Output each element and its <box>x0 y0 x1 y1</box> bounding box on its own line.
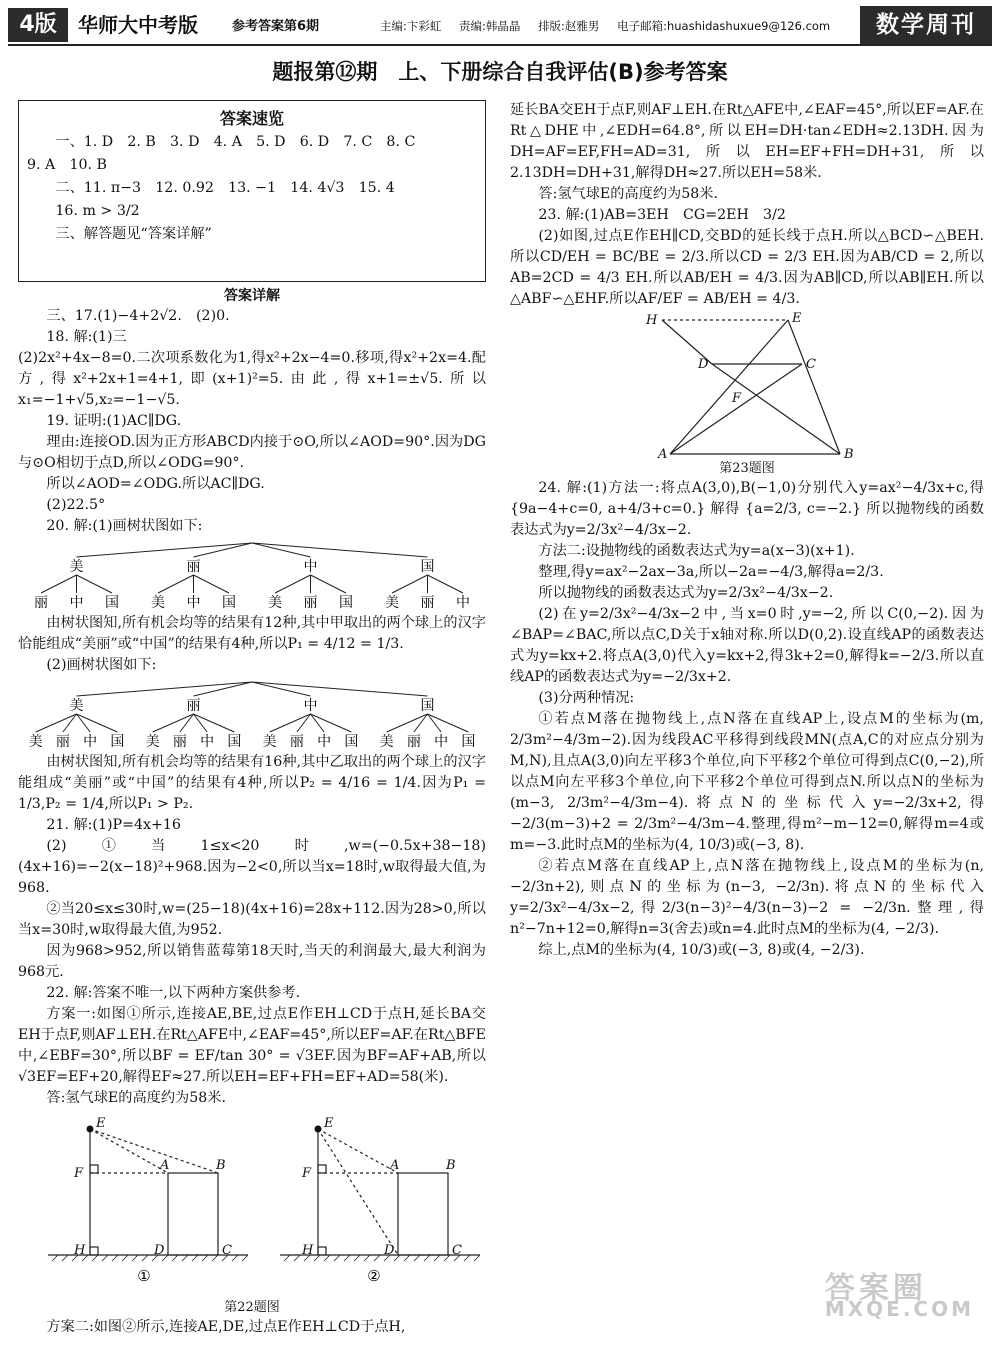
detail-title: 答案详解 <box>224 288 280 304</box>
answer-paragraph: 方案二:如图②所示,连接AE,DE,过点E作EH⊥CD于点H, <box>46 1319 406 1335</box>
answer-paragraph: 23. 解:(1)AB=3EH CG=2EH 3/2 <box>538 207 786 223</box>
tree-branch <box>153 714 194 732</box>
answer-paragraph: ②若点M落在直线AP上,点N落在抛物线上,设点M的坐标为(n, −2/3n+2),则点N的坐标为(n−3, −2/3n).将点N的坐标代入y=2/3x²−4/3x−2,得2/3(n−3)²−4/3(n−3)−2 = −2/3n.整理,得n²−7n+12=0,解得n=3(舍去)或n=4.此时点M的坐标为(4, −2/3). <box>510 858 984 937</box>
tree-leaf: 丽 <box>406 734 421 750</box>
right-column <box>510 100 984 961</box>
answer-paragraph: 答:氢气球E的高度约为58米. <box>46 1090 226 1106</box>
fig-label: F <box>74 1166 84 1181</box>
tree-leaf: 美 <box>385 595 400 611</box>
answer-paragraph: 整理,得y=ax²−2ax−3a,所以−2a=−4/3,解得a=2/3. <box>538 564 884 580</box>
figure-23 <box>510 310 984 460</box>
tree-node: 中 <box>303 698 318 714</box>
fig-label: H <box>646 313 658 328</box>
tree-leaf: 丽 <box>289 734 304 750</box>
answer-paragraph: (3)分两种情况: <box>538 690 635 706</box>
answer-paragraph: 由树状图知,所有机会均等的结果有16种,其中乙取出的两个球上的汉字能组成“美丽”或“中国”的结果有4种,所以P₂ = 4/16 = 1/4.因为P₁ = 1/3,P₂ = 1/4,所以P₁ > P₂. <box>18 754 486 812</box>
tree-diagram-2 <box>18 676 486 752</box>
answer-paragraph: 答:氢气球E的高度约为58米. <box>538 186 718 202</box>
balloon-point <box>315 1126 322 1133</box>
tree-leaf: 国 <box>227 734 242 750</box>
answer-paragraph: 22. 解:答案不唯一,以下两种方案供参考. <box>46 985 301 1001</box>
magazine-name: 数学周刊 <box>860 6 992 44</box>
answer-paragraph: 所以抛物线的函数表达式为y=2/3x²−4/3x−2. <box>538 585 834 601</box>
answer-paragraph: 方法二:设抛物线的函数表达式为y=a(x−3)(x+1). <box>538 543 855 559</box>
balloon-point <box>87 1126 94 1133</box>
summary-line: 二、11. π−3 12. 0.92 13. −1 14. 4√3 15. 4 <box>55 180 395 196</box>
brand-name: 华师大中考版 <box>78 13 198 37</box>
editor-credit: 主编:卞彩虹 <box>380 19 442 33</box>
fig-label: C <box>452 1243 462 1258</box>
fig-label: A <box>658 447 668 460</box>
answer-paragraph: 延长BA交EH于点F,则AF⊥EH.在Rt△AFE中,∠EAF=45°,所以EF=AF.在Rt△DHE中,∠EDH=64.8°,所以EH=DH·tan∠EDH≈2.13DH.因为DH=AF=EF,FH=AD=31,所以EH=EF+FH=DH+31,所以2.13DH=DH+31,解得DH≈27.所以EH=58米. <box>510 102 984 181</box>
tree-node: 美 <box>69 698 84 714</box>
watermark <box>824 1271 974 1321</box>
tree-leaf: 国 <box>110 734 125 750</box>
tree-leaf: 中 <box>455 595 470 611</box>
tree-branch <box>428 714 469 732</box>
answer-paragraph: (2)画树状图如下: <box>46 657 157 673</box>
tree-leaf: 国 <box>461 734 476 750</box>
tree-branch <box>392 575 427 593</box>
answer-paragraph: (2)22.5° <box>46 497 106 513</box>
tree-leaf: 美 <box>268 595 283 611</box>
tree-leaf: 中 <box>69 595 84 611</box>
tree-branch <box>252 543 428 557</box>
answer-paragraph: (2)①当1≤x<20时,w=(−0.5x+38−18)(4x+16)=−2(x−18)²+968.因为−2<0,所以当x=18时,w取得最大值,为968. <box>18 838 486 896</box>
tree-diagram-1 <box>18 537 486 613</box>
tree-leaf: 美 <box>151 595 166 611</box>
fig-label: D <box>698 357 709 372</box>
fig-label: E <box>96 1116 106 1131</box>
fig-label: D <box>154 1243 165 1258</box>
tree-leaf: 中 <box>186 595 201 611</box>
subfigure-label: ① <box>137 1267 151 1285</box>
tree-node: 丽 <box>186 698 201 714</box>
issue-label: 参考答案第6期 <box>232 19 320 34</box>
fig-label: H <box>302 1243 314 1258</box>
tree-branch <box>428 575 463 593</box>
answer-paragraph: 18. 解:(1)三 <box>46 329 127 345</box>
figure-caption: 第23题图 <box>719 461 775 476</box>
tree-branch <box>387 714 428 732</box>
tree-branch <box>194 575 229 593</box>
staff-credits <box>380 16 844 37</box>
fig-label: H <box>74 1243 86 1258</box>
tree-branch <box>275 575 310 593</box>
figure-22 <box>18 1109 486 1299</box>
fig-label: A <box>160 1158 170 1173</box>
answer-paragraph: 21. 解:(1)P=4x+16 <box>46 817 181 833</box>
tree-node: 中 <box>303 559 318 575</box>
page-title: 题报第⑫期 上、下册综合自我评估(B)参考答案 <box>272 60 728 84</box>
tree-leaf: 中 <box>83 734 98 750</box>
fig-label: A <box>390 1158 400 1173</box>
edition-badge: 4版 <box>8 8 68 42</box>
summary-line: 三、解答题见“答案详解” <box>55 226 212 242</box>
tree-leaf: 中 <box>200 734 215 750</box>
email-credit: 电子邮箱:huashidashuxue9@126.com <box>617 19 831 33</box>
answer-paragraph: 三、17.(1)−4+2√2. (2)0. <box>46 308 230 324</box>
fig-label: E <box>324 1116 334 1131</box>
summary-line: 16. m > 3/2 <box>55 203 140 219</box>
tree-branch <box>77 714 118 732</box>
tree-branch <box>36 714 77 732</box>
fig-label: B <box>844 447 854 460</box>
tree-branch <box>311 714 352 732</box>
answer-paragraph: (2)2x²+4x−8=0.二次项系数化为1,得x²+2x−4=0.移项,得x²+2x=4.配方,得x²+2x+1=4+1,即(x+1)²=5.由此,得x+1=±√5.所以x₁=−1+√5,x₂=−1−√5. <box>18 350 486 408</box>
tree-branch <box>41 575 76 593</box>
fig-label: C <box>222 1243 232 1258</box>
tree-leaf: 美 <box>262 734 277 750</box>
tree-node: 国 <box>420 698 435 714</box>
watermark-main: 答案圈 <box>824 1271 927 1306</box>
subfigure-label: ② <box>367 1267 381 1285</box>
tree-leaf: 国 <box>344 734 359 750</box>
fig-label: E <box>792 311 802 326</box>
tree-leaf: 丽 <box>303 595 318 611</box>
answer-summary-box <box>18 100 486 282</box>
fig-label: C <box>806 357 816 372</box>
tree-leaf: 丽 <box>55 734 70 750</box>
tree-leaf: 丽 <box>34 595 49 611</box>
page-header <box>8 6 992 46</box>
tree-node: 美 <box>69 559 84 575</box>
answer-paragraph: 由树状图知,所有机会均等的结果有12种,其中甲取出的两个球上的汉字恰能组成“美丽”或“中国”的结果有4种,所以P₁ = 4/12 = 1/3. <box>18 615 486 652</box>
tree-branch <box>77 575 112 593</box>
answer-paragraph: 19. 证明:(1)AC∥DG. <box>46 413 182 429</box>
fig-label: F <box>302 1166 312 1181</box>
tree-leaf: 丽 <box>172 734 187 750</box>
tree-branch <box>252 682 428 696</box>
answer-paragraph: 24. 解:(1)方法一:将点A(3,0),B(−1,0)分别代入y=ax²−4/3x+c,得 {9a−4+c=0, a+4/3+c=0.} 解得 {a=2/3, c=−2.} 所以抛物线的函数表达式为y=2/3x²−4/3x−2. <box>510 480 984 538</box>
answer-paragraph: 方案一:如图①所示,连接AE,BE,过点E作EH⊥CD于点H,延长BA交EH于点F,则AF⊥EH.在Rt△AFE中,∠EAF=45°,所以EF=AF.在Rt△BFE中,∠EBF=30°,所以BF = EF/tan 30° = √3EF.因为BF=AF+AB,所以√3EF=EF+20,解得EF≈27.所以EH=EF+FH=EF+AD=58(米). <box>18 1006 486 1085</box>
tree-leaf: 国 <box>338 595 353 611</box>
tree-branch <box>158 575 193 593</box>
tree-leaf: 中 <box>434 734 449 750</box>
figure-caption: 第22题图 <box>224 1300 280 1315</box>
left-column <box>18 100 486 1338</box>
answer-paragraph: 综上,点M的坐标为(4, 10/3)或(−3, 8)或(4, −2/3). <box>538 942 865 958</box>
answer-paragraph: 所以∠AOD=∠ODG.所以AC∥DG. <box>46 476 265 492</box>
tree-branch <box>194 714 235 732</box>
answer-paragraph: (2)在y=2/3x²−4/3x−2中,当x=0时,y=−2,所以C(0,−2).因为∠BAP=∠BAC,所以点C,D关于x轴对称.所以D(0,2).设直线AP的函数表达式为y=kx+2.将点A(3,0)代入y=kx+2,得3k+2=0,解得k=−2/3.所以直线AP的函数表达式为y=−2/3x+2. <box>510 606 984 685</box>
fig-label: F <box>732 391 742 406</box>
tree-node: 国 <box>420 559 435 575</box>
tree-node: 丽 <box>186 559 201 575</box>
tree-branch <box>77 543 253 557</box>
tree-leaf: 美 <box>379 734 394 750</box>
answer-paragraph: 20. 解:(1)画树状图如下: <box>46 518 203 534</box>
fig-label: D <box>384 1243 395 1258</box>
duty-editor-credit: 责编:韩晶晶 <box>459 19 521 33</box>
tree-leaf: 丽 <box>420 595 435 611</box>
answer-paragraph: ①若点M落在抛物线上,点N落在直线AP上,设点M的坐标为(m, 2/3m²−4/3m−2).因为线段AC平移得到线段MN(点A,C的对应点分别为M,N),且点A(3,0)向左平移3个单位,向下平移2个单位可得到点C(0,−2),所以点M向左平移3个单位,向下平移2个单位可得到点N.所以点N的坐标为(m−3, 2/3m²−4/3m−4).将点N的坐标代入y=−2/3x+2,得−2/3(m−3)+2 = 2/3m²−4/3m−4.整理,得m²−m−12=0,解得m=4或m=−3.此时点M的坐标为(4, 10/3)或(−3, 8). <box>510 711 984 853</box>
watermark-sub: MXQE.COM <box>824 1297 974 1321</box>
summary-title: 答案速览 <box>219 109 284 128</box>
summary-line: 一、1. D 2. B 3. D 4. A 5. D 6. D 7. C 8. C <box>55 134 416 150</box>
fig-label: B <box>216 1158 226 1173</box>
layout-credit: 排版:赵雅男 <box>538 19 600 33</box>
tree-branch <box>311 575 346 593</box>
answer-paragraph: 因为968>952,所以销售蓝莓第18天时,当天的利润最大,最大利润为968元. <box>18 943 486 980</box>
answer-paragraph: (2)如图,过点E作EH∥CD,交BD的延长线于点H.所以△BCD∽△BEH.所以CD/EH = BC/BE = 2/3.所以CD = 2/3 EH.因为AB/CD = 2,所以AB=2CD = 4/3 EH.所以AB/EH = 4/3.因为AB∥CD,所以AB∥EH.所以△ABF∽△EHF.所以AF/EF = AB/EH = 4/3. <box>510 228 984 307</box>
tree-leaf: 国 <box>221 595 236 611</box>
tree-leaf: 国 <box>104 595 119 611</box>
tree-branch <box>270 714 311 732</box>
tree-leaf: 中 <box>317 734 332 750</box>
answer-paragraph: ②当20≤x≤30时,w=(25−18)(4x+16)=28x+112.因为28>0,所以当x=30时,w取得最大值,为952. <box>18 901 486 938</box>
tree-leaf: 美 <box>145 734 160 750</box>
tree-leaf: 美 <box>28 734 43 750</box>
fig-label: B <box>446 1158 456 1173</box>
tree-branch <box>77 682 253 696</box>
summary-line: 9. A 10. B <box>27 157 107 173</box>
answer-paragraph: 理由:连接OD.因为正方形ABCD内接于⊙O,所以∠AOD=90°.因为DG与⊙O相切于点D,所以∠ODG=90°. <box>18 434 486 471</box>
